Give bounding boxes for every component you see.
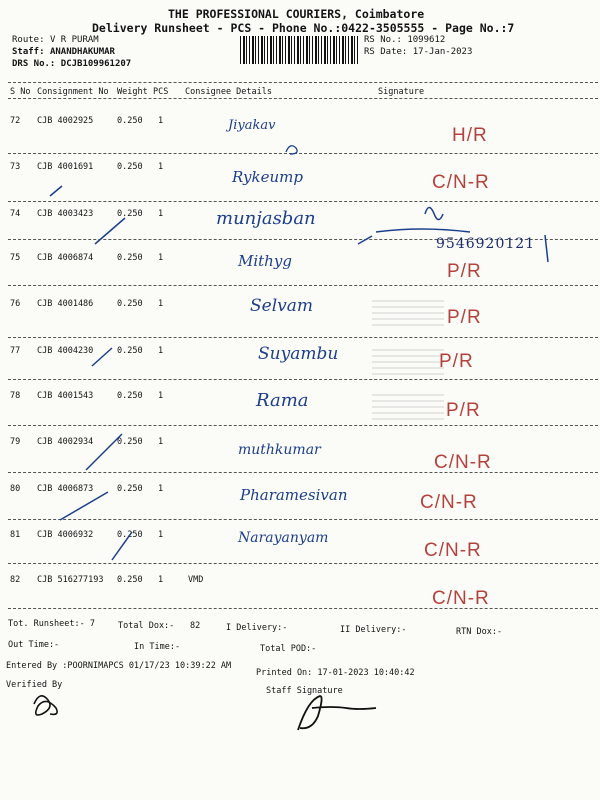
route-label: Route: [12,35,45,45]
row-pcs: 1 [158,209,164,219]
printed-on: Printed On: 17-01-2023 10:40:42 [256,668,415,678]
total-dox-label: Total Dox:- [118,621,175,631]
staff-signature-mark [288,690,378,740]
row-consignment: CJB 4002925 [37,116,94,126]
delivery-status: C/N-R [434,452,492,473]
entered-by: Entered By :POORNIMAPCS 01/17/23 10:39:22 AM [6,661,232,671]
row-weight: 0.250 [117,530,143,540]
col-consignment: Consignment No [37,87,109,97]
row-consignment: CJB 4002934 [37,437,94,447]
row-sno: 74 [10,209,21,219]
company-title: THE PROFESSIONAL COURIERS, Coimbatore [168,7,425,21]
staff-value: ANANDHAKUMAR [49,47,115,57]
row-pcs: 1 [158,299,164,309]
row-weight: 0.250 [117,484,143,494]
total-runsheet: Tot. Runsheet:- 7 [8,619,95,629]
col-weight: Weight [117,87,148,97]
row-consignment: CJB 4004230 [37,346,94,356]
drs-value: DCJB109961207 [60,59,132,69]
row-weight: 0.250 [117,209,143,219]
row-pcs: 1 [158,484,164,494]
col-consignee: Consignee Details [185,87,272,97]
row-pcs: 1 [158,575,164,585]
runsheet-subtitle: Delivery Runsheet - PCS - Phone No.:0422-3505555 - Page No.:7 [92,21,515,35]
handwritten-receiver: muthkumar [238,442,321,458]
row-pcs: 1 [158,116,164,126]
handwritten-receiver: Rama [256,390,309,411]
row-weight: 0.250 [117,299,143,309]
handwritten-phone: 9546920121 [436,236,536,252]
handwritten-receiver: Pharamesivan [240,486,348,504]
row-consignment: CJB 4006874 [37,253,94,263]
row-consignment: CJB 4006873 [37,484,94,494]
handwritten-receiver: Suyambu [258,344,339,364]
handwritten-receiver: Selvam [250,296,314,316]
route-value: V R PURAM [49,35,99,45]
i-delivery-label: I Delivery:- [226,623,288,633]
ii-delivery-label: II Delivery:- [340,625,407,635]
row-pcs: 1 [158,437,164,447]
row-weight: 0.250 [117,116,143,126]
handwritten-receiver: Mithyg [238,252,292,270]
row-consignment: CJB 4003423 [37,209,94,219]
row-weight: 0.250 [117,575,143,585]
row-sno: 76 [10,299,21,309]
staff-label: Staff: [12,47,45,57]
row-sno: 75 [10,253,21,263]
in-time-label: In Time:- [134,642,181,652]
delivery-status: C/N-R [432,588,490,609]
row-sno: 78 [10,391,21,401]
rs-date: RS Date: 17-Jan-2023 [364,47,473,57]
row-consignment: CJB 4001486 [37,299,94,309]
row-weight: 0.250 [117,253,143,263]
verified-by-signature [28,684,88,724]
row-sno: 73 [10,162,21,172]
row-pcs: 1 [158,391,164,401]
row-sno: 79 [10,437,21,447]
delivery-status: C/N-R [432,172,490,193]
handwritten-receiver: Narayanyam [238,530,329,546]
row-sno: 77 [10,346,21,356]
delivery-status: C/N-R [424,540,482,561]
drs-label: DRS No.: [12,59,56,69]
col-sno: S No [10,87,31,97]
rtn-dox-label: RTN Dox:- [456,627,503,637]
handwritten-receiver: Jiyakav [228,118,276,133]
col-signature: Signature [378,87,425,97]
row-sno: 82 [10,575,21,585]
delivery-status: C/N-R [420,492,478,513]
row-weight: 0.250 [117,162,143,172]
handwritten-receiver: munjasban [216,208,316,229]
total-pod-label: Total POD:- [260,644,317,654]
total-dox-value: 82 [190,621,201,631]
rs-number: RS No.: 1099612 [364,35,446,45]
row-sno: 72 [10,116,21,126]
row-pcs: 1 [158,162,164,172]
delivery-status: P/R [447,261,482,282]
row-pcs: 1 [158,253,164,263]
row-consignment: CJB 4001691 [37,162,94,172]
staff-signature-label: Staff Signature [266,686,343,696]
row-consignment: CJB 516277193 [37,575,104,585]
handwritten-receiver: Rykeump [232,168,303,186]
row-sno: 81 [10,530,21,540]
row-consignment: CJB 4001543 [37,391,94,401]
row-weight: 0.250 [117,346,143,356]
row-pcs: 1 [158,530,164,540]
row-consignment: CJB 4006932 [37,530,94,540]
row-consignee-details: VMD [188,575,204,585]
delivery-status: P/R [446,400,481,421]
delivery-status: P/R [439,351,474,372]
col-pcs: PCS [153,87,169,97]
row-weight: 0.250 [117,437,143,447]
row-weight: 0.250 [117,391,143,401]
row-sno: 80 [10,484,21,494]
row-pcs: 1 [158,346,164,356]
out-time-label: Out Time:- [8,640,60,650]
delivery-status: H/R [452,125,488,146]
delivery-status: P/R [447,307,482,328]
verified-by-label: Verified By [6,680,63,690]
